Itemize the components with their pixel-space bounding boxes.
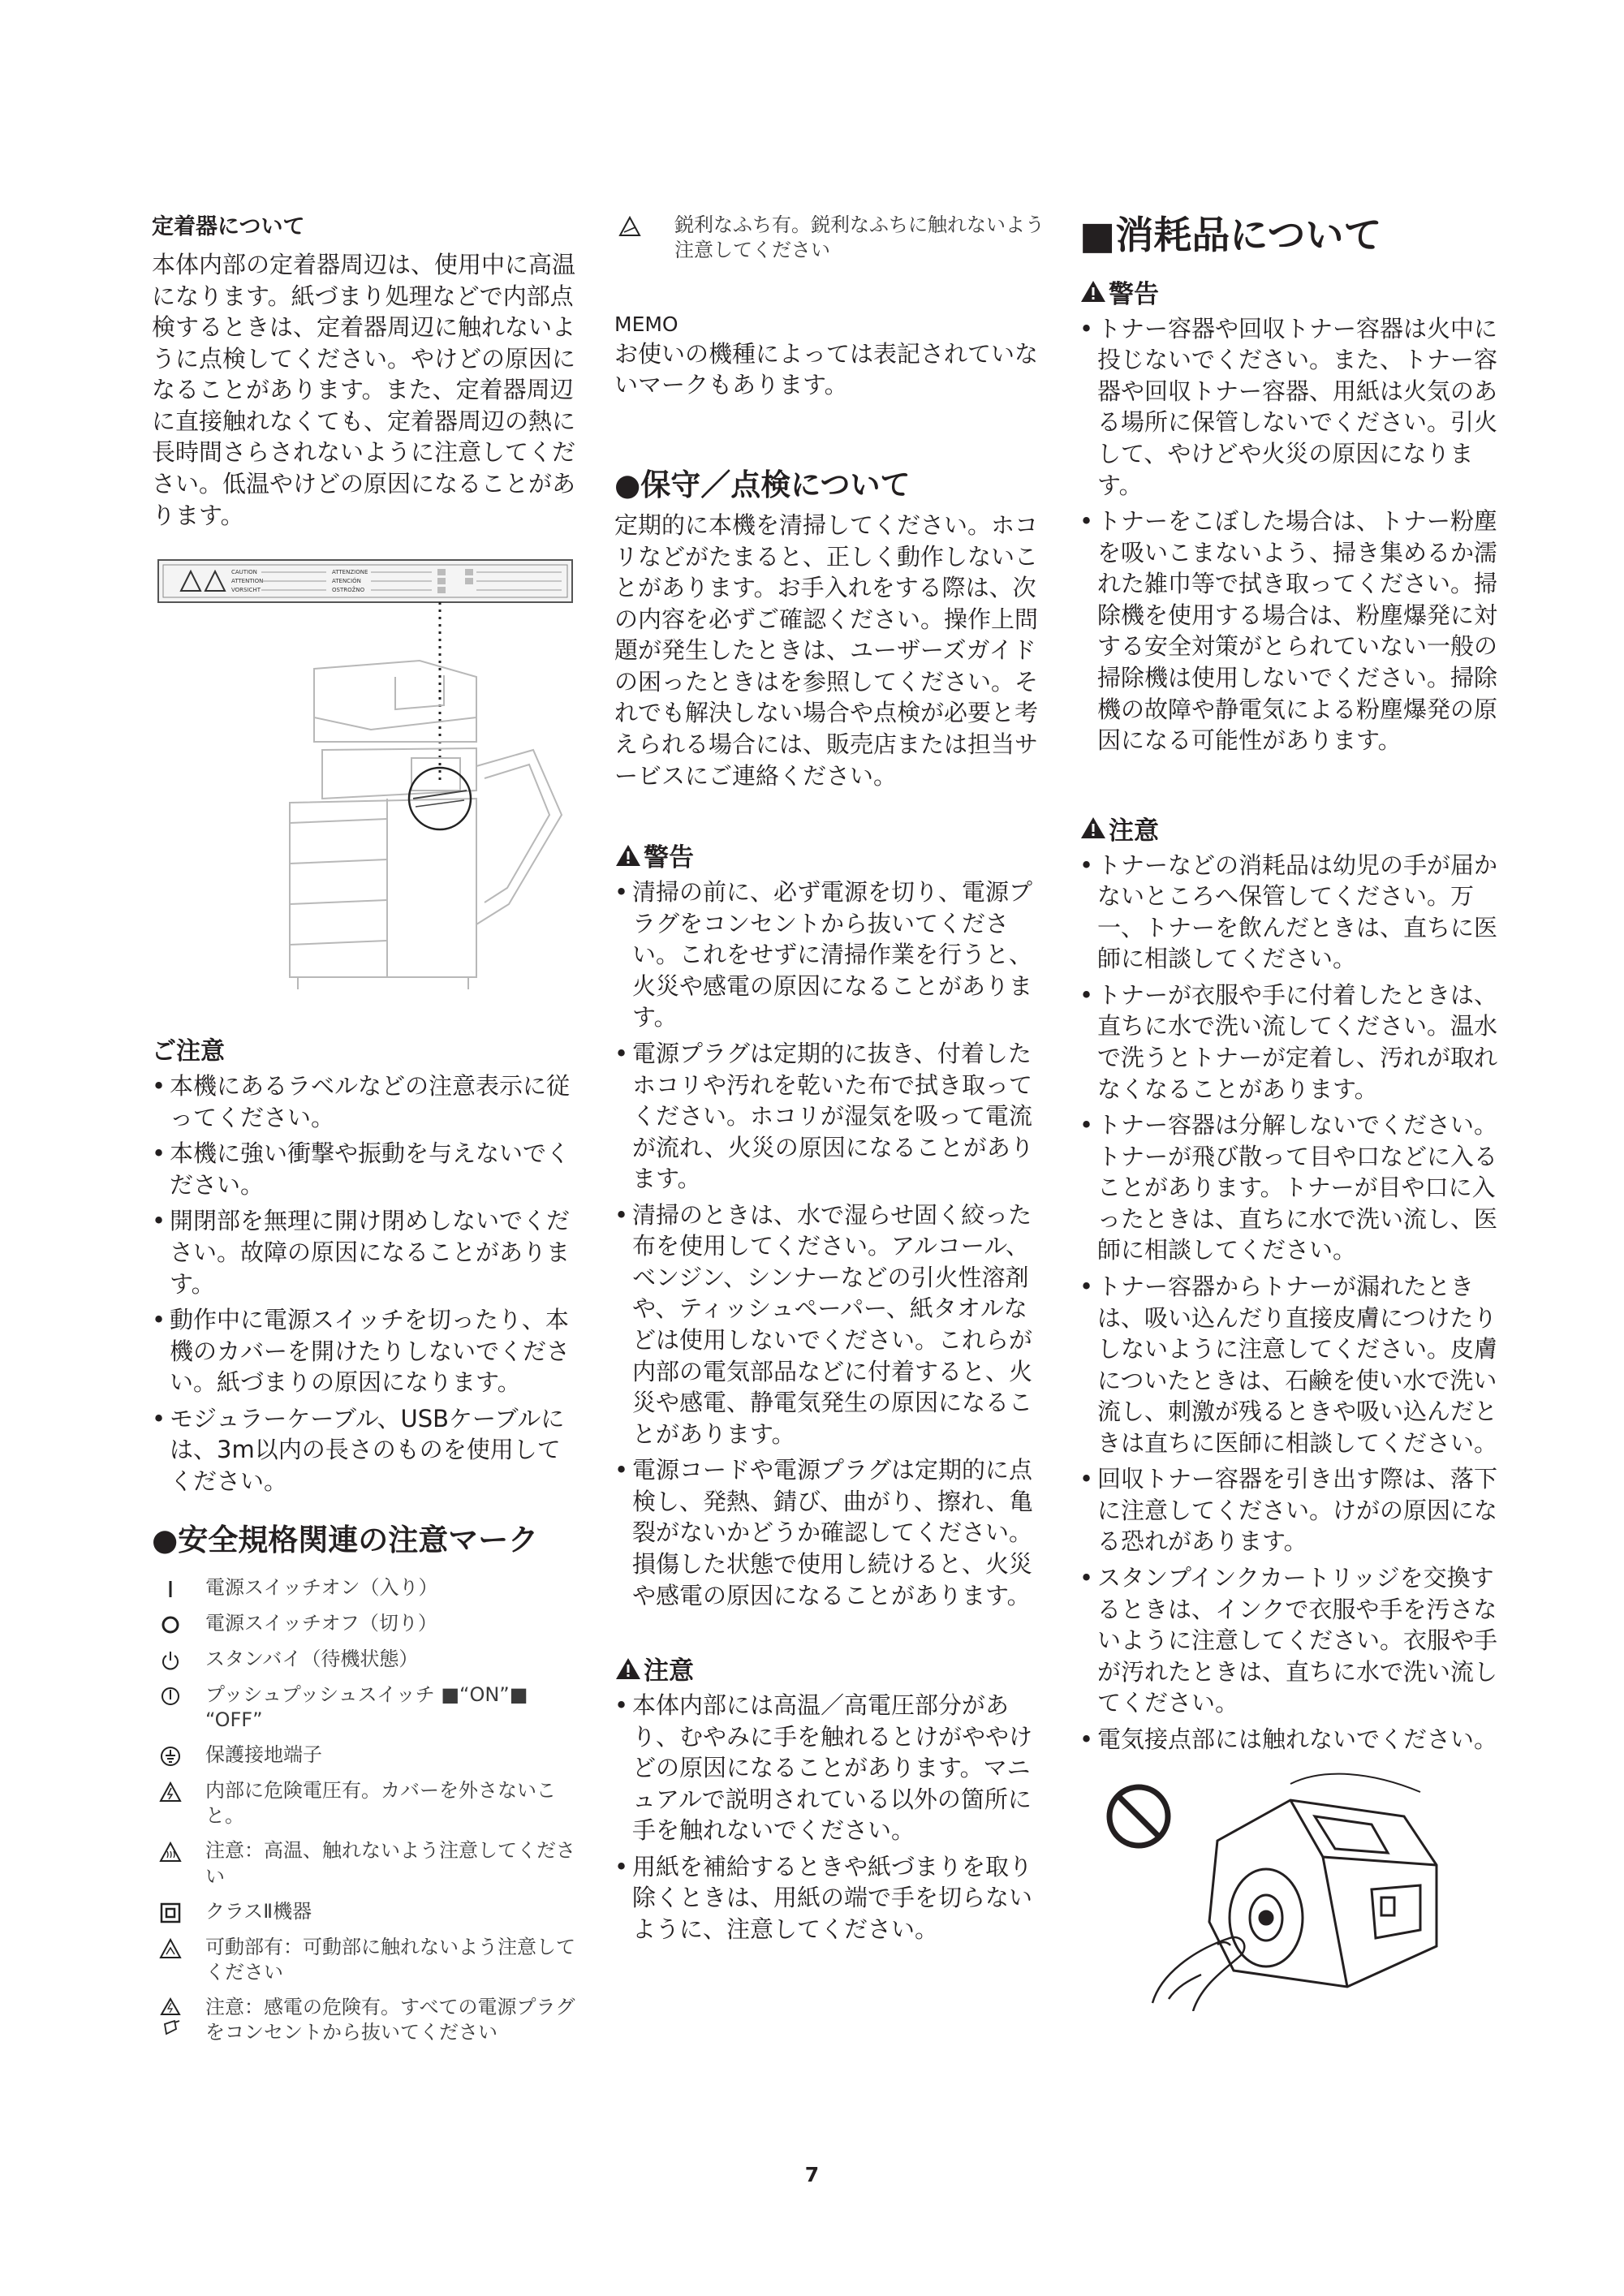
caution-label: 注意: [644, 1656, 694, 1686]
sharp-edge-mark: [611, 213, 1045, 263]
safety-mark-row: [152, 1647, 578, 1673]
caution-heading: ご注意: [152, 1037, 225, 1066]
protective-earth-icon: [152, 1742, 189, 1768]
label-word-4: ATENCIÓN: [332, 578, 361, 585]
caution-item: • トナー容器は分解しないでください。トナーが飛び散って目や口などに入ることがあります。トナーが目や口に入ったときは、直ちに水で洗い流し、医師に相談してください。: [1079, 1109, 1510, 1266]
supplies-heading: ■消耗品について: [1079, 213, 1382, 258]
caution-item: • 開閉部を無理に開け閉めしないでください。故障の原因になることがあります。: [152, 1205, 578, 1299]
safety-mark-row: [152, 1899, 578, 1925]
warning-triangle-icon: [1079, 279, 1107, 304]
safety-mark-row: [611, 213, 1045, 263]
high-voltage-warning-icon: [152, 1778, 189, 1804]
safety-mark-row: [152, 1778, 578, 1829]
warning-label: 警告: [1109, 279, 1159, 309]
maintenance-body: 定期的に本機を清掃してください。ホコリなどがたまると、正しく動作しないことがあります。お手入れをする際は、次の内容を必ずご確認ください。操作上問題が発生したときは、ユーザーズガイドの困ったときはを参照してください。それでも解決しない場合や点検が必要と考えられる場合には、販売店または担当サービスにご連絡ください。: [614, 511, 1039, 790]
safety-mark-row: [152, 1838, 578, 1889]
warning-heading: [614, 837, 1045, 873]
caution-item: • 本機に強い衝撃や振動を与えないでください。: [152, 1138, 578, 1200]
caution-item: • トナーが衣服や手に付着したときは、直ちに水で洗い流してください。温水で洗うとトナーが定着し、汚れが取れなくなることがあります。: [1079, 980, 1510, 1105]
caution-item: • 動作中に電源スイッチを切ったり、本機のカバーを開けたりしないでください。紙づまりの原因になります。: [152, 1304, 578, 1398]
caution-item: • スタンプインクカートリッジを交換するときは、インクで衣服や手を汚さないように注意してください。衣服や手が汚れたときは、直ちに水で洗い流してください。: [1079, 1562, 1510, 1719]
fuser-body: 本体内部の定着器周辺は、使用中に高温になります。紙づまり処理などで内部点検するときは、定着器周辺に触れないように点検してください。やけどの原因になることがあります。また、定着器周辺に直接触れなくても、定着器周辺の熱に長時間さらされないように注意してください。低温やけどの原因になることがあります。: [152, 251, 576, 529]
label-word-1: ATTENTION: [231, 578, 264, 585]
safety-mark-row: [152, 1935, 578, 1985]
warning-label: 警告: [644, 843, 694, 873]
caution-item: • トナーなどの消耗品は幼児の手が届かないところへ保管してください。万一、トナーを飲んだときは、直ちに医師に相談してください。: [1079, 850, 1510, 975]
label-word-2: VORSICHT: [231, 587, 261, 594]
push-push-switch-icon: [152, 1682, 189, 1708]
safety-marks-heading: ●安全規格関連の注意マーク: [152, 1523, 539, 1558]
safety-mark-text: 可動部有：可動部に触れないよう注意してください: [205, 1935, 575, 1984]
safety-mark-text: 注意：感電の危険有。すべての電源プラグをコンセントから抜いてください: [205, 1996, 575, 2044]
toner-cartridge-no-touch-illustration: [1079, 1768, 1485, 2011]
caution-item: • モジュラーケーブル、USBケーブルには、3m以内の長さのものを使用してください。: [152, 1403, 578, 1497]
warning-triangle-icon: [614, 843, 642, 868]
safety-mark-row: [152, 1995, 578, 2045]
left-column: [152, 213, 578, 2055]
middle-column: [614, 213, 1045, 1950]
safety-mark-row: [152, 1682, 578, 1733]
fuser-label-illustration: [152, 555, 578, 993]
safety-marks-list: [152, 1575, 578, 2046]
memo-label: MEMO: [614, 312, 678, 337]
caution-heading: [614, 1650, 1045, 1686]
sharp-edge-warning-icon: [611, 213, 648, 239]
class-2-equipment-icon: [152, 1899, 189, 1925]
sharp-edge-text: 鋭利なふち有。鋭利なふちに触れないよう注意してください: [674, 213, 1045, 262]
label-word-3: ATTENZIONE: [332, 569, 368, 576]
moving-parts-warning-icon: [152, 1935, 189, 1961]
safety-mark-text: 保護接地端子: [205, 1742, 322, 1766]
power-off-icon: [152, 1611, 189, 1637]
safety-mark-text: 電源スイッチオン（入り）: [205, 1575, 438, 1599]
caution-item: • 本体内部には高温／高電圧部分があり、むやみに手を触れるとけがややけどの原因になることがあります。マニュアルで説明されている以外の箇所に手を触れないでください。: [614, 1690, 1045, 1846]
warning-item: • 清掃の前に、必ず電源を切り、電源プラグをコンセントから抜いてください。これをせずに清掃作業を行うと、火災や感電の原因になることがあります。: [614, 877, 1045, 1033]
memo-text: お使いの機種によっては表記されていないマークもあります。: [614, 339, 1039, 399]
warning-item: • トナーをこぼした場合は、トナー粉塵を吸いこまないよう、掃き集めるか濡れた雑巾等で拭き取ってください。掃除機を使用する場合は、粉塵爆発に対する安全対策がとられていない一般の掃除機は使用しないでください。掃除機の故障や静電気による粉塵爆発の原因になる可能性があります。: [1079, 506, 1510, 756]
warning-heading: [1079, 274, 1510, 310]
caution-item: • 用紙を補給するときや紙づまりを取り除くときは、用紙の端で手を切らないように、注意してください。: [614, 1851, 1045, 1945]
electric-shock-unplug-icon: [152, 1995, 189, 2039]
warning-item: • 電源プラグは定期的に抜き、付着したホコリや汚れを乾いた布で拭き取ってください。ホコリが湿気を吸って電流が流れ、火災の原因になることがあります。: [614, 1038, 1045, 1195]
safety-mark-row: [152, 1611, 578, 1637]
caution-item: • 電気接点部には触れないでください。: [1079, 1724, 1510, 1755]
warning-list: [1079, 313, 1510, 756]
hot-surface-warning-icon: [152, 1838, 189, 1864]
caution-label: 注意: [1109, 816, 1159, 846]
safety-mark-text: プッシュプッシュスイッチ ■“ON”■ “OFF”: [205, 1682, 528, 1731]
caution-item: • 本機にあるラベルなどの注意表示に従ってください。: [152, 1070, 578, 1133]
standby-icon: [152, 1647, 189, 1673]
fuser-heading: 定着器について: [152, 214, 305, 239]
copier-fuser-illustration: [152, 555, 578, 993]
page-number: 7: [804, 2163, 820, 2186]
warning-list: [614, 877, 1045, 1611]
warning-item: • トナー容器や回収トナー容器は火中に投じないでください。また、トナー容器や回収トナー容器、用紙は火気のある場所に保管しないでください。引火して、やけどや火災の原因になります。: [1079, 313, 1510, 501]
safety-mark-text: 電源スイッチオフ（切り）: [205, 1611, 437, 1635]
right-column: [1079, 213, 1510, 2011]
caution-item: • トナー容器からトナーが漏れたときは、吸い込んだり直接皮膚につけたりしないように注意してください。皮膚についたときは、石鹸を使い水で洗い流し、刺激が残るときや吸い込んだときは直ちに医師に相談してください。: [1079, 1271, 1510, 1458]
maintenance-heading: ●保守／点検について: [614, 467, 911, 502]
caution-heading: [1079, 810, 1510, 846]
caution-triangle-icon: [614, 1656, 642, 1681]
safety-mark-text: 注意：高温、触れないよう注意してください: [205, 1839, 575, 1888]
caution-list: [1079, 850, 1510, 1755]
caution-item: • 回収トナー容器を引き出す際は、落下に注意してください。けがの原因になる恐れがあります。: [1079, 1463, 1510, 1557]
label-word-0: CAUTION: [231, 569, 257, 576]
safety-mark-text: クラスⅡ機器: [205, 1899, 312, 1923]
warning-item: • 電源コードや電源プラグは定期的に点検し、発熱、錆び、曲がり、擦れ、亀裂がないかどうか確認してください。損傷した状態で使用し続けると、火災や感電の原因になることがあります。: [614, 1454, 1045, 1611]
caution-list: [152, 1070, 578, 1497]
caution-triangle-icon: [1079, 816, 1107, 840]
warning-item: • 清掃のときは、水で湿らせ固く絞った布を使用してください。アルコール、ベンジン、シンナーなどの引火性溶剤や、ティッシュペーパー、紙タオルなどは使用しないでください。これらが内部の電気部品などに付着すると、火災や感電、静電気発生の原因になることがあります。: [614, 1200, 1045, 1450]
label-word-5: OSTROŽNO: [332, 587, 365, 594]
safety-mark-row: [152, 1575, 578, 1601]
safety-mark-row: [152, 1742, 578, 1768]
safety-mark-text: スタンバイ（待機状態）: [205, 1647, 419, 1670]
toner-contact-illustration: [1079, 1768, 1510, 2011]
power-on-icon: [152, 1575, 189, 1601]
caution-list: [614, 1690, 1045, 1945]
safety-mark-text: 内部に危険電圧有。カバーを外さないこと。: [205, 1778, 556, 1828]
